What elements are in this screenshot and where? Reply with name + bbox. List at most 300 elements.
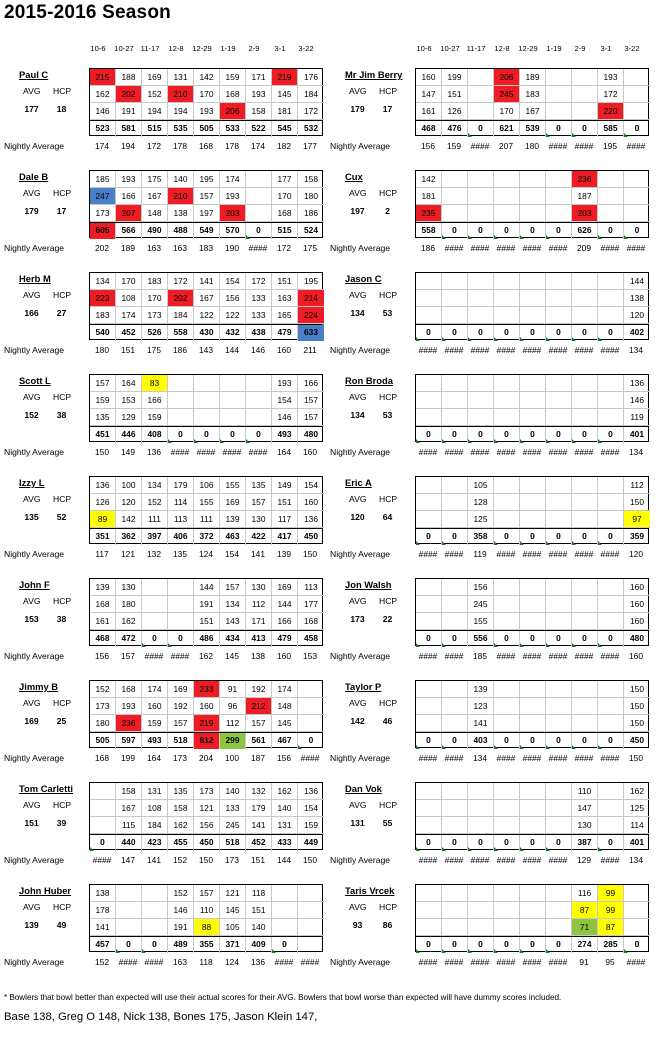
avg-value: 139 [24, 920, 39, 930]
series-total-cell [142, 120, 168, 137]
bowler-name: Paul C [19, 69, 49, 80]
warning-marker [442, 847, 446, 851]
series-total-cell [494, 528, 520, 545]
score-text: 162 [173, 820, 188, 830]
game-row [416, 477, 650, 494]
score-text: 214 [304, 293, 318, 303]
game-row [90, 715, 324, 732]
score-cell [442, 103, 468, 120]
score-text: 0 [556, 837, 561, 847]
nightly-average-value: 209 [577, 243, 591, 253]
score-text: 351 [95, 531, 110, 541]
series-total-cell [194, 120, 220, 137]
score-text: 417 [277, 531, 292, 541]
series-total-cell [298, 426, 324, 443]
series-total-cell [520, 630, 546, 647]
score-text: 0 [152, 939, 157, 949]
score-cell [598, 596, 624, 613]
score-text: 518 [225, 837, 240, 847]
score-text: 566 [121, 225, 136, 235]
score-cell [246, 579, 272, 596]
hcp-label: HCP [379, 902, 398, 912]
score-text: 177 [277, 174, 292, 184]
score-text: 432 [225, 327, 240, 337]
score-cell [416, 919, 442, 936]
score-cell [246, 392, 272, 409]
score-text: 0 [426, 939, 431, 949]
nightly-average-value: #### [522, 243, 542, 253]
score-cell [468, 817, 494, 834]
series-total-cell [546, 834, 572, 851]
score-cell [416, 392, 442, 409]
score-text: 434 [225, 633, 240, 643]
score-cell [272, 273, 298, 290]
bowler-block [4, 885, 326, 983]
nightly-average-value: #### [496, 549, 516, 559]
score-text: 168 [225, 89, 240, 99]
nightly-average-value: #### [548, 549, 568, 559]
score-cell [598, 392, 624, 409]
score-text: 181 [421, 191, 436, 201]
score-text: 505 [199, 123, 214, 133]
score-text: 146 [277, 412, 292, 422]
warning-marker [494, 745, 498, 749]
warning-marker [246, 439, 250, 443]
nightly-average-value: #### [248, 447, 268, 457]
nightly-average-value: 121 [121, 549, 135, 559]
total-separator [416, 732, 648, 733]
score-text: 402 [630, 327, 644, 337]
nightly-average-value: 190 [225, 243, 239, 253]
score-cell [142, 86, 168, 103]
score-text: 99 [605, 905, 616, 915]
score-cell [298, 188, 324, 205]
score-text: 535 [173, 123, 188, 133]
warning-marker [598, 337, 602, 341]
score-cell [272, 613, 298, 630]
score-cell [468, 273, 494, 290]
series-total-cell [572, 120, 598, 137]
game-row [416, 409, 650, 426]
score-text: 0 [504, 531, 509, 541]
avg-value: 179 [350, 104, 365, 114]
series-total-cell [220, 936, 246, 953]
nightly-average-value: #### [522, 345, 542, 355]
score-cell [416, 698, 442, 715]
score-cell [598, 86, 624, 103]
hcp-label: HCP [379, 188, 398, 198]
score-cell [442, 715, 468, 732]
series-total-cell [272, 732, 298, 749]
nightly-average-value: #### [418, 957, 438, 967]
score-cell [168, 103, 194, 120]
nightly-average-row [415, 549, 649, 561]
score-cell [90, 817, 116, 834]
score-text: 0 [426, 837, 431, 847]
score-cell [598, 290, 624, 307]
score-cell [624, 919, 650, 936]
score-text: 145 [277, 89, 292, 99]
game-row [90, 290, 324, 307]
score-text: 153 [121, 395, 136, 405]
warning-marker [598, 643, 602, 647]
nightly-average-value: #### [574, 447, 594, 457]
score-text: 556 [473, 633, 488, 643]
score-text: 187 [577, 191, 592, 201]
score-cell [416, 171, 442, 188]
score-cell [220, 103, 246, 120]
series-total-cell [572, 732, 598, 749]
nightly-average-value: 182 [277, 141, 291, 151]
score-cell [494, 477, 520, 494]
date-header: 12-8 [494, 44, 510, 53]
score-text: 168 [277, 208, 292, 218]
score-cell [220, 69, 246, 86]
warning-marker [572, 541, 576, 545]
hcp-value: 55 [382, 818, 393, 828]
score-grid [89, 170, 323, 238]
score-text: 172 [304, 106, 318, 116]
score-text: 612 [199, 735, 214, 745]
nightly-average-label: Nightly Average [4, 345, 65, 355]
score-grid [89, 884, 323, 952]
score-text: 197 [199, 208, 214, 218]
score-cell [416, 511, 442, 528]
score-cell [494, 392, 520, 409]
nightly-average-value: 118 [199, 957, 213, 967]
score-text: 166 [121, 191, 136, 201]
nightly-average-label: Nightly Average [330, 447, 391, 457]
score-cell [116, 613, 142, 630]
score-text: 128 [473, 497, 488, 507]
score-cell [624, 579, 650, 596]
score-text: 87 [579, 905, 590, 915]
score-text: 452 [121, 327, 136, 337]
score-text: 151 [277, 276, 292, 286]
score-cell [468, 307, 494, 324]
nightly-average-label: Nightly Average [4, 753, 65, 763]
score-cell [194, 783, 220, 800]
score-cell [168, 69, 194, 86]
score-text: 173 [95, 701, 110, 711]
score-text: 0 [582, 735, 587, 745]
score-cell [90, 596, 116, 613]
score-cell [90, 698, 116, 715]
score-cell [194, 613, 220, 630]
nightly-average-value: 199 [121, 753, 135, 763]
score-cell [624, 800, 650, 817]
series-total-row [90, 936, 324, 953]
score-text: 0 [530, 429, 535, 439]
score-cell [442, 86, 468, 103]
score-cell [468, 902, 494, 919]
score-text: 159 [147, 412, 162, 422]
score-cell [468, 171, 494, 188]
score-text: 0 [256, 429, 261, 439]
nightly-average-label: Nightly Average [330, 855, 391, 865]
score-text: 605 [95, 225, 110, 235]
score-text: 0 [478, 123, 483, 133]
score-text: 212 [251, 701, 266, 711]
series-total-cell [116, 528, 142, 545]
score-cell [90, 307, 116, 324]
warning-marker [520, 541, 524, 545]
series-total-cell [246, 936, 272, 953]
score-cell [624, 715, 650, 732]
score-cell [520, 409, 546, 426]
score-text: 166 [147, 395, 162, 405]
hcp-label: HCP [379, 86, 398, 96]
series-total-cell [416, 426, 442, 443]
score-text: 472 [121, 633, 136, 643]
score-cell [142, 69, 168, 86]
score-text: 186 [304, 208, 318, 218]
series-total-cell [246, 324, 272, 341]
score-text: 195 [304, 276, 318, 286]
score-cell [246, 783, 272, 800]
score-cell [142, 800, 168, 817]
score-text: 110 [199, 905, 214, 915]
score-text: 191 [199, 599, 214, 609]
bowler-block [330, 681, 652, 779]
score-text: 0 [504, 939, 509, 949]
score-text: 245 [225, 820, 240, 830]
series-total-cell [194, 528, 220, 545]
score-text: 355 [199, 939, 214, 949]
date-header: 11-17 [466, 44, 486, 53]
score-text: 0 [426, 531, 431, 541]
nightly-average-row [415, 345, 649, 357]
nightly-average-row [89, 345, 323, 357]
series-total-cell [246, 630, 272, 647]
bowler-name: Izzy L [19, 477, 45, 488]
score-cell [90, 392, 116, 409]
nightly-average-value: 164 [277, 447, 291, 457]
score-text: 0 [556, 123, 561, 133]
bowler-block [330, 477, 652, 575]
score-cell [468, 477, 494, 494]
bowler-name: Taylor P [345, 681, 382, 692]
score-cell [90, 171, 116, 188]
score-text: 152 [95, 684, 110, 694]
series-total-cell [520, 120, 546, 137]
score-cell [572, 477, 598, 494]
score-cell [520, 392, 546, 409]
score-text: 359 [630, 531, 644, 541]
score-grid [415, 68, 649, 136]
score-cell [442, 783, 468, 800]
score-text: 151 [277, 497, 292, 507]
score-cell [142, 307, 168, 324]
nightly-average-value: #### [522, 855, 542, 865]
bowler-name: Mr Jim Berry [345, 69, 403, 80]
score-cell [494, 902, 520, 919]
series-total-cell [572, 324, 598, 341]
score-cell [598, 885, 624, 902]
score-text: 247 [95, 191, 110, 201]
nightly-average-value: 144 [277, 855, 291, 865]
score-text: 0 [204, 429, 209, 439]
series-total-cell [520, 834, 546, 851]
series-total-cell [142, 936, 168, 953]
score-cell [416, 613, 442, 630]
score-cell [272, 579, 298, 596]
game-row [416, 817, 650, 834]
bowler-name: John Huber [19, 885, 72, 896]
score-text: 0 [608, 837, 613, 847]
score-text: 154 [277, 395, 292, 405]
nightly-average-row [89, 243, 323, 255]
warning-marker [90, 847, 94, 851]
score-text: 0 [478, 225, 483, 235]
avg-label: AVG [23, 86, 41, 96]
score-cell [416, 188, 442, 205]
score-text: 111 [200, 514, 213, 524]
series-total-cell [546, 528, 572, 545]
nightly-average-row [415, 447, 649, 459]
avg-label: AVG [349, 902, 367, 912]
score-text: 174 [147, 684, 162, 694]
bowler-block [330, 579, 652, 677]
score-cell [142, 579, 168, 596]
total-separator [90, 732, 322, 733]
nightly-average-value: #### [470, 855, 490, 865]
score-cell [272, 511, 298, 528]
score-cell [246, 919, 272, 936]
substitutes-line: Base 138, Greg O 148, Nick 138, Bones 175, Jason Klein 147, [4, 1011, 318, 1023]
score-text: 125 [630, 803, 644, 813]
series-total-cell [168, 528, 194, 545]
score-text: 0 [608, 225, 613, 235]
score-cell [520, 307, 546, 324]
score-cell [494, 86, 520, 103]
series-total-row [416, 528, 650, 545]
score-text: 0 [426, 429, 431, 439]
series-total-row [90, 528, 324, 545]
score-text: 219 [277, 72, 292, 82]
score-cell [194, 205, 220, 222]
score-cell [624, 375, 650, 392]
score-cell [520, 919, 546, 936]
nightly-average-value: 144 [225, 345, 239, 355]
score-text: 142 [199, 72, 214, 82]
score-cell [598, 103, 624, 120]
score-text: 126 [95, 497, 110, 507]
score-cell [194, 715, 220, 732]
nightly-average-value: #### [470, 243, 490, 253]
score-cell [624, 171, 650, 188]
score-text: 114 [173, 497, 188, 507]
score-cell [494, 511, 520, 528]
score-cell [598, 902, 624, 919]
avg-value: 179 [24, 206, 39, 216]
score-cell [520, 290, 546, 307]
nightly-average-value: 195 [603, 141, 617, 151]
score-cell [168, 477, 194, 494]
score-grid [89, 272, 323, 340]
score-cell [298, 800, 324, 817]
nightly-average-value: 132 [147, 549, 161, 559]
score-cell [416, 205, 442, 222]
nightly-average-value: #### [600, 651, 620, 661]
score-cell [142, 715, 168, 732]
score-cell [116, 800, 142, 817]
score-text: 0 [452, 327, 457, 337]
score-text: 518 [173, 735, 188, 745]
score-text: 180 [304, 191, 318, 201]
score-text: 146 [173, 905, 188, 915]
nightly-average-value: 117 [95, 549, 109, 559]
series-total-cell [546, 732, 572, 749]
score-text: 148 [277, 701, 292, 711]
score-text: 135 [251, 480, 266, 490]
score-cell [624, 613, 650, 630]
nightly-average-value: 183 [199, 243, 213, 253]
total-separator [416, 936, 648, 937]
score-cell [90, 494, 116, 511]
series-total-cell [194, 732, 220, 749]
score-cell [546, 579, 572, 596]
game-row [90, 205, 324, 222]
score-cell [572, 392, 598, 409]
score-cell [468, 392, 494, 409]
score-cell [168, 511, 194, 528]
score-text: 162 [277, 786, 292, 796]
score-cell [220, 579, 246, 596]
series-total-cell [90, 936, 116, 953]
score-cell [624, 817, 650, 834]
score-cell [90, 579, 116, 596]
score-cell [220, 171, 246, 188]
nightly-average-label: Nightly Average [330, 957, 391, 967]
score-cell [194, 392, 220, 409]
score-cell [298, 273, 324, 290]
score-text: 505 [95, 735, 110, 745]
nightly-average-value: #### [300, 753, 320, 763]
date-header: 10-27 [114, 44, 134, 53]
total-separator [416, 222, 648, 223]
series-total-cell [468, 222, 494, 239]
score-text: 160 [630, 599, 644, 609]
score-text: 191 [121, 106, 136, 116]
score-cell [272, 392, 298, 409]
score-text: 626 [577, 225, 592, 235]
score-text: 126 [447, 106, 462, 116]
game-row [416, 800, 650, 817]
nightly-average-value: 163 [173, 957, 187, 967]
score-cell [220, 273, 246, 290]
score-cell [546, 511, 572, 528]
score-cell [298, 698, 324, 715]
score-cell [520, 511, 546, 528]
score-text: 172 [251, 276, 266, 286]
score-text: 192 [173, 701, 188, 711]
score-text: 136 [630, 378, 644, 388]
score-text: 193 [251, 89, 266, 99]
score-text: 490 [147, 225, 162, 235]
series-total-cell [442, 426, 468, 443]
score-text: 0 [426, 735, 431, 745]
date-header: 3-22 [624, 44, 640, 53]
score-text: 169 [173, 684, 188, 694]
score-cell [494, 579, 520, 596]
series-total-cell [598, 426, 624, 443]
score-cell [494, 307, 520, 324]
score-text: 0 [582, 123, 587, 133]
series-total-cell [494, 120, 520, 137]
score-cell [520, 205, 546, 222]
score-cell [546, 919, 572, 936]
